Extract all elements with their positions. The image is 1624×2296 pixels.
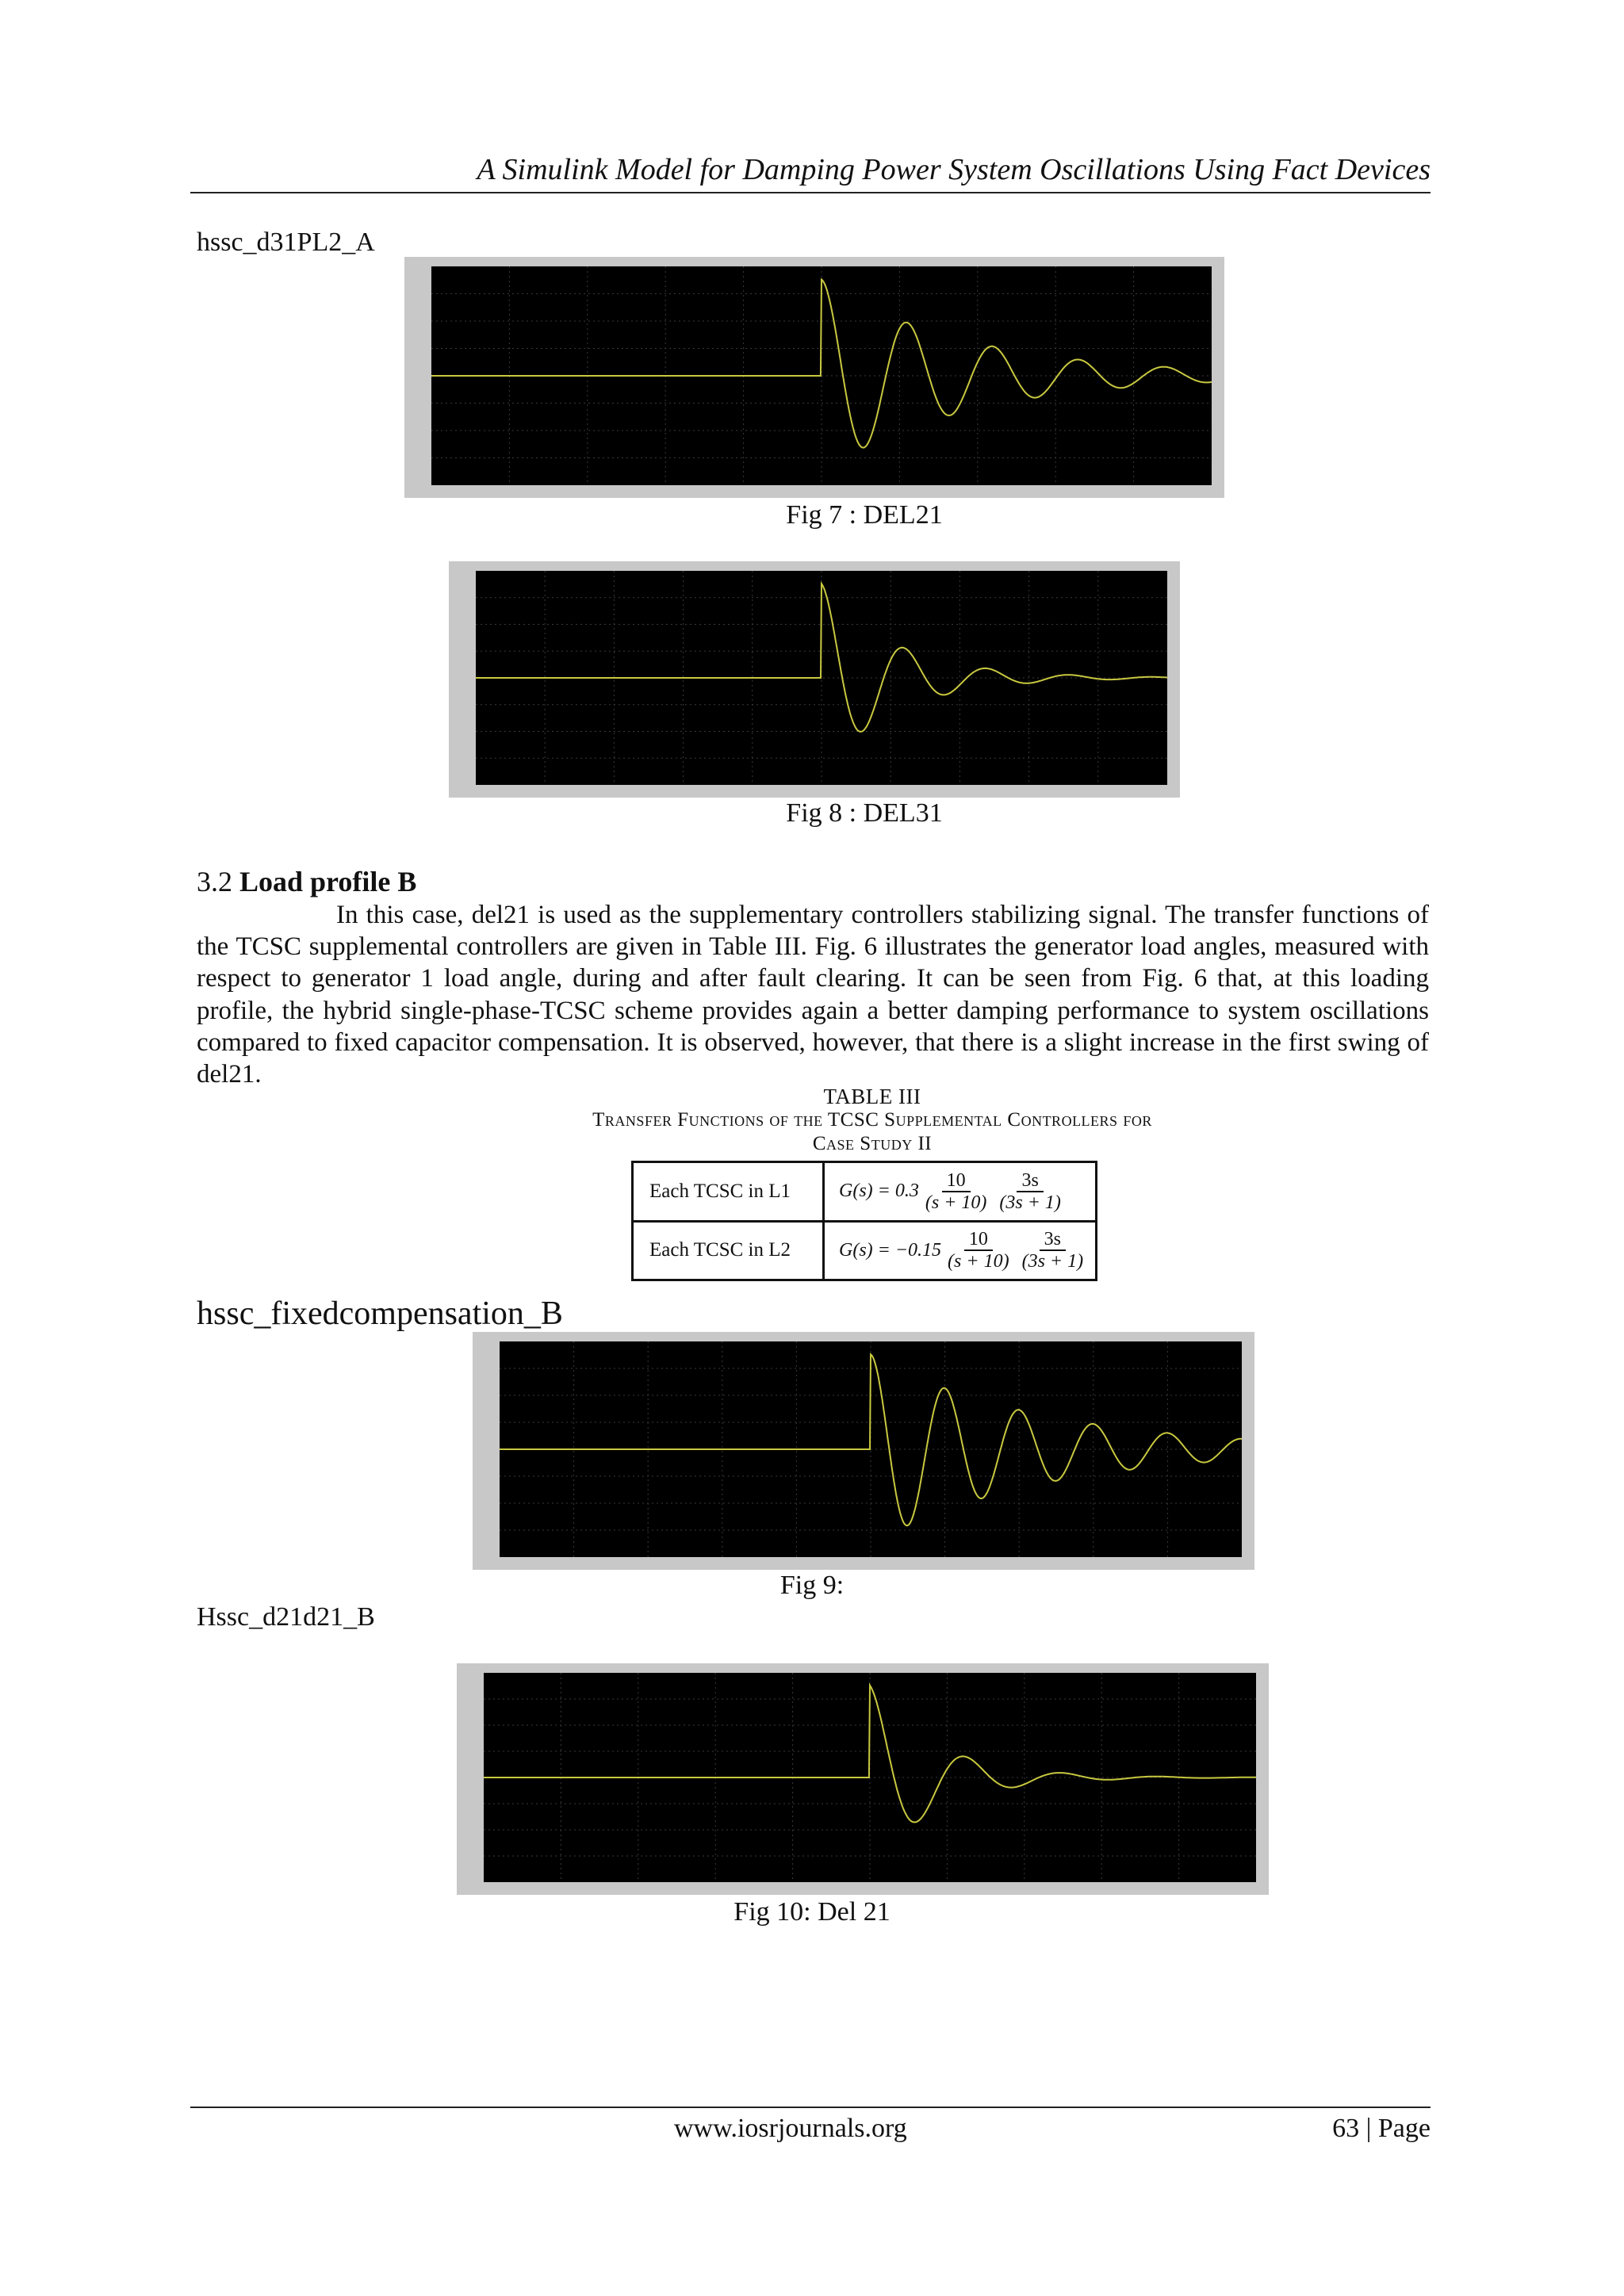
figure-9-scope bbox=[473, 1332, 1254, 1570]
figure-9-caption: Fig 9: bbox=[779, 1571, 845, 1600]
section-number: 3.2 bbox=[197, 866, 232, 897]
table-title bbox=[555, 1085, 1189, 1156]
tf-denominator: (s + 10) bbox=[925, 1192, 987, 1213]
transfer-function-table bbox=[631, 1161, 1097, 1281]
running-title: A Simulink Model for Damping Power System Oscillations Using Fact Devices bbox=[477, 153, 1431, 186]
figure-10-caption: Fig 10: Del 21 bbox=[733, 1897, 891, 1927]
table-row bbox=[633, 1221, 1097, 1280]
section-heading bbox=[197, 864, 416, 899]
table-cell-label: Each TCSC in L1 bbox=[633, 1162, 824, 1222]
figure-7-label: hssc_d31PL2_A bbox=[197, 228, 375, 257]
tf-lhs: G(s) = 0.3 bbox=[839, 1181, 919, 1202]
section-paragraph: In this case, del21 is used as the supplementary controllers stabilizing signal. The transfer functions of the TCSC supplemental controllers are given in Table III. Fig. 6 illustrates the generator load angles, measured with respect to generator 1 load angle, during and after fault clearing. It can be seen from Fig. 6 that, at this loading profile, the hybrid single-phase-TCSC scheme provides again a better damping performance to system oscillations compared to fixed capacitor compensation. It is observed, however, that there is a slight increase in the first swing of del21. bbox=[197, 901, 1429, 1089]
figure-10-label: Hssc_d21d21_B bbox=[197, 1602, 375, 1632]
table-title-line: Case Study II bbox=[812, 1133, 933, 1154]
section-title: Load profile B bbox=[239, 866, 417, 897]
tf-numerator: 10 bbox=[942, 1170, 971, 1192]
footer-website: www.iosrjournals.org bbox=[674, 2114, 907, 2143]
figure-7-scope bbox=[404, 257, 1224, 498]
header-divider bbox=[190, 192, 1431, 193]
tf-numerator: 3s bbox=[1040, 1229, 1066, 1251]
figure-8-caption: Fig 8 : DEL31 bbox=[786, 798, 943, 828]
footer-divider bbox=[190, 2107, 1431, 2108]
tf-numerator: 3s bbox=[1017, 1170, 1043, 1192]
figure-7-plot bbox=[431, 266, 1212, 485]
figure-8-plot bbox=[476, 571, 1167, 785]
tf-denominator: (3s + 1) bbox=[999, 1192, 1061, 1213]
table-cell-function bbox=[824, 1162, 1097, 1222]
figure-10-plot bbox=[484, 1673, 1256, 1882]
table-title-line: Transfer Functions of the TCSC Supplemental Controllers for bbox=[592, 1109, 1152, 1131]
table-row bbox=[633, 1162, 1097, 1222]
figure-9-plot bbox=[500, 1341, 1242, 1557]
footer-page-number: 63 | Page bbox=[1332, 2114, 1431, 2143]
table-cell-label: Each TCSC in L2 bbox=[633, 1221, 824, 1280]
figure-10-scope bbox=[457, 1663, 1269, 1895]
table-number: TABLE III bbox=[823, 1085, 921, 1108]
table-cell-function bbox=[824, 1221, 1097, 1280]
tf-denominator: (3s + 1) bbox=[1021, 1251, 1084, 1272]
figure-9-label: hssc_fixedcompensation_B bbox=[197, 1295, 563, 1332]
tf-denominator: (s + 10) bbox=[948, 1251, 1009, 1272]
figure-7-caption: Fig 7 : DEL21 bbox=[786, 500, 943, 530]
figure-8-scope bbox=[449, 561, 1180, 798]
tf-numerator: 10 bbox=[964, 1229, 993, 1251]
tf-lhs: G(s) = −0.15 bbox=[839, 1239, 942, 1261]
